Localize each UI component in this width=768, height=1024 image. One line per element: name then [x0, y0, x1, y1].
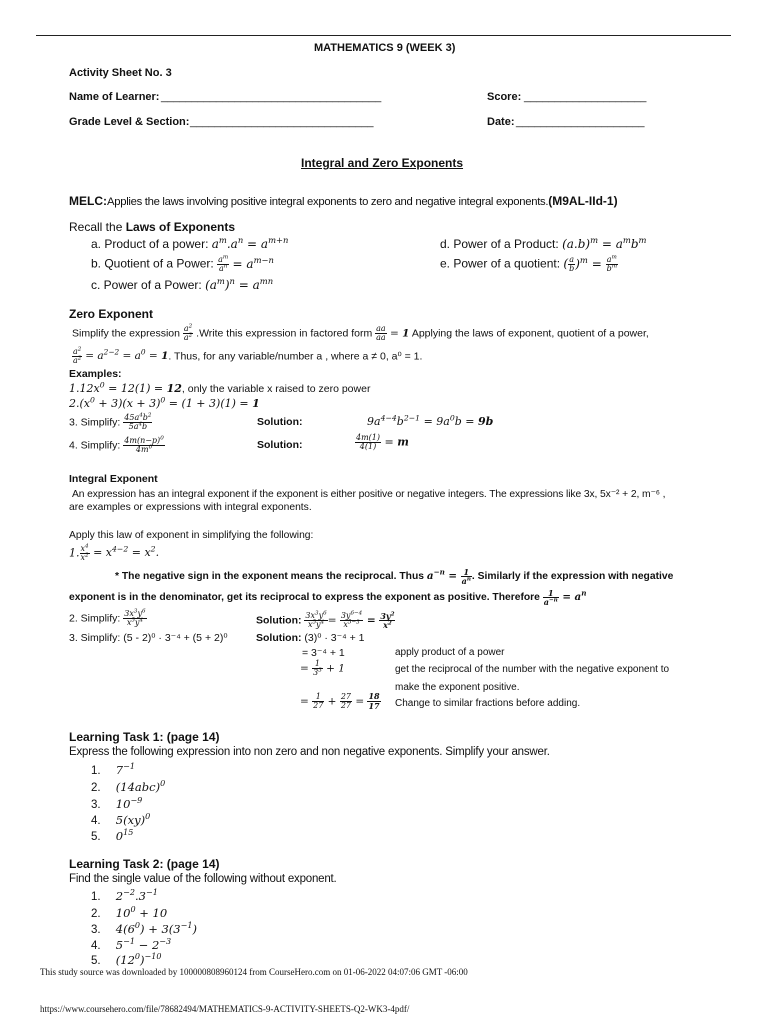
- step1-note: apply product of a power: [395, 647, 505, 658]
- task2-heading: Learning Task 2: (page 14): [69, 857, 220, 871]
- task2-item-2-num: 2.: [91, 908, 101, 920]
- zero-ex4-solution-label: Solution:: [257, 439, 303, 451]
- zero-p1: Simplify the expression $\frac{a^2}{a^2}$ .Write this expression in factored form $\frac{aa}{aa}$ = 1 Applying the laws of exponent, quotient of a power,: [72, 323, 649, 342]
- zero-p2-text: . Thus, for any variable/number a , where a ≠ 0, a⁰ = 1.: [168, 350, 423, 363]
- date-field[interactable]: _____________________: [516, 116, 645, 128]
- task2-item-2: 2. $10^0 + 10$: [91, 905, 168, 920]
- integral-example-1: 1. $\frac{x^4}{x^2}$ = $x^{4-2} = x^2$.: [69, 543, 160, 562]
- zero-p1a: Simplify the expression: [72, 327, 180, 340]
- law-c: c. Power of a Power: $(a^m)^n = a^{mn}$: [91, 276, 274, 292]
- zero-p1b: .Write this expression in factored form: [196, 327, 373, 340]
- melc-line: [69, 194, 618, 208]
- int-ex3-expr: (5 - 2)⁰ · 3⁻⁴ + (5 + 2)⁰: [123, 632, 228, 644]
- integral-p1: An expression has an integral exponent if the exponent is either positive or negative integers. The expressions like 3x, 5x⁻² + 2, m⁻⁶ ,: [72, 489, 666, 500]
- recall-line: [69, 220, 235, 234]
- melc-code: (M9AL-IId-1): [548, 194, 618, 208]
- task2-item-3: 3. $4(6^0) + 3(3^{-1})$: [91, 921, 197, 936]
- sheet-title: MATHEMATICS 9 (WEEK 3): [314, 42, 456, 54]
- task1-item-4-num: 4.: [91, 815, 101, 827]
- task1-item-1-num: 1.: [91, 765, 101, 777]
- date-label: Date:: [487, 116, 515, 128]
- recall-prefix: Recall the: [69, 220, 126, 234]
- int-ex2-label: 2. Simplify:: [69, 612, 121, 625]
- task1-item-2: 2. $(14abc)^0$: [91, 779, 166, 794]
- integral-example-2: 2. Simplify: $\frac{3x^3y^6}{x^5y^4}$: [69, 608, 146, 627]
- task2-item-4-num: 4.: [91, 940, 101, 952]
- zero-p1c: Applying the laws of exponent, quotient of a power,: [411, 327, 649, 340]
- step3-note: Change to similar fractions before adding.: [395, 698, 581, 709]
- source-url[interactable]: https://www.coursehero.com/file/78682494/MATHEMATICS-9-ACTIVITY-SHEETS-Q2-WK3-4pdf/: [40, 1004, 410, 1014]
- zero-example-4: 4. Simplify: $\frac{4m(n-p)^0}{4m^0}$: [69, 435, 164, 454]
- task1-item-4: 4. 5(xy)$^0$: [91, 812, 151, 827]
- zero-example-1: $1.12x^0 = 12(1) = 12$, only the variable x raised to zero power: [69, 380, 371, 395]
- task2-item-1: 1. $2^{-2}.3^{-1}$: [91, 888, 158, 903]
- task2-item-4: 4. $5^{-1} - 2^{-3}$: [91, 937, 172, 952]
- top-rule: [36, 35, 731, 36]
- law-a-label: a. Product of a power:: [91, 237, 209, 251]
- integral-example-3: [69, 632, 228, 644]
- law-e: e. Power of a quotient: ( $\frac{a}{b}$ )$^m$ = $\frac{a^m}{b^m}$: [440, 254, 617, 273]
- task1-item-5-num: 5.: [91, 831, 101, 843]
- integral-p2: are examples or expressions with integral exponents.: [69, 502, 312, 513]
- zero-ex1-note: , only the variable x raised to zero power: [181, 383, 371, 395]
- zero-p2: $\frac{a^2}{a^2}$ = $a^{2-2} = a^0 = 1$. Thus, for any variable/number a , where a ≠ 0, a⁰ = 1.: [73, 346, 423, 365]
- int-ex2-solution: Solution: $\frac{3x^3y^6}{x^5y^4}$ = $\frac{3y^{6-4}}{x^{5-3}}$ = $\frac{3y^2}{x^2}$: [256, 610, 395, 630]
- step2-note: get the reciprocal of the number with the negative exponent to: [395, 664, 670, 675]
- task1-heading: Learning Task 1: (page 14): [69, 730, 220, 744]
- task2-instruction: Find the single value of the following without exponent.: [69, 873, 337, 885]
- task1-instruction: Express the following expression into non zero and non negative exponents. Simplify your answer.: [69, 746, 550, 758]
- step1: = 3⁻⁴ + 1: [302, 647, 345, 659]
- download-note: This study source was downloaded by 100000808960124 from CourseHero.com on 01-06-2022 04:07:06 GMT -06:00: [40, 967, 468, 977]
- zero-ex4-label: 4. Simplify:: [69, 439, 121, 452]
- negative-note-line2: exponent is in the denominator, get its reciprocal to express the exponent as positive. Therefore $\frac{1}{a^{-n}}$ = $a^n$: [69, 588, 587, 607]
- zero-ex4-solution: $\frac{4m(1)}{4(1)}$ = m: [356, 433, 409, 451]
- examples-label: Examples:: [69, 368, 122, 380]
- grade-label: Grade Level & Section:: [69, 116, 190, 128]
- score-label: Score:: [487, 91, 522, 103]
- task1-item-5: 5. $0^{15}$: [91, 828, 134, 843]
- note3: exponent is in the denominator, get its reciprocal to express the exponent as positive. Therefore: [69, 592, 540, 604]
- law-e-label: e. Power of a quotient:: [440, 256, 561, 271]
- law-b: b. Quotient of a Power: $\frac{a^m}{a^n}$ = $a^{m-n}$: [91, 254, 274, 273]
- int-ex3-sol-first: (3)⁰ · 3⁻⁴ + 1: [304, 632, 365, 644]
- law-d-label: d. Power of a Product:: [440, 237, 559, 251]
- zero-ex3-label: 3. Simplify:: [69, 416, 121, 429]
- int-ex3-solution: [256, 632, 365, 644]
- negative-note-line1: * The negative sign in the exponent means the reciprocal. Thus $a^{-n}$ = $\frac{1}{a^n}$ . Similarly if the expression with negative: [115, 567, 674, 586]
- integral-exponent-heading: Integral Exponent: [69, 473, 158, 485]
- step2-note2: make the exponent positive.: [395, 682, 520, 693]
- melc-text: Applies the laws involving positive integral exponents to zero and negative integral exponents.: [107, 196, 549, 208]
- melc-label: MELC:: [69, 194, 107, 208]
- law-c-label: c. Power of a Power:: [91, 278, 202, 292]
- zero-example-2: $2.(x^0 + 3)(x + 3)^0 = (1 + 3)(1) = 1$: [69, 395, 260, 410]
- name-field[interactable]: ____________________________________: [161, 91, 382, 103]
- step2: = $\frac{1}{3^3}$ + 1: [300, 659, 345, 677]
- note2: . Similarly if the expression with negative: [471, 571, 674, 583]
- task2-item-5-num: 5.: [91, 955, 101, 967]
- law-a: a. Product of a power: $a^m.a^n = a^{m+n}$: [91, 235, 289, 251]
- recall-bold: Laws of Exponents: [125, 220, 236, 234]
- zero-exponent-heading: Zero Exponent: [69, 307, 154, 321]
- activity-sheet-label: Activity Sheet No. 3: [69, 67, 172, 79]
- grade-field[interactable]: ______________________________: [190, 116, 374, 128]
- task2-item-5: 5. $(12^0)^{-10}$: [91, 952, 162, 967]
- zero-ex3-solution-label: Solution:: [257, 416, 303, 428]
- int-ex2-sol-label: Solution:: [256, 614, 302, 627]
- task1-item-3: 3. $10^{-9}$: [91, 796, 143, 811]
- integral-apply: Apply this law of exponent in simplifying the following:: [69, 530, 314, 541]
- topic-title: Integral and Zero Exponents: [301, 156, 464, 170]
- zero-ex3-solution: $9a^{4-4}b^{2-1} = 9a^0b = 9b$: [367, 413, 494, 428]
- zero-example-3: 3. Simplify: $\frac{45a^4b^2}{5a^4b}$: [69, 412, 152, 431]
- int-ex3-label: 3. Simplify:: [69, 632, 121, 644]
- task1-item-1: 1. $7^{-1}$: [91, 762, 135, 777]
- law-d: d. Power of a Product: $(a.b)^m = a^mb^m$: [440, 235, 647, 251]
- task1-item-2-num: 2.: [91, 782, 101, 794]
- task1-item-3-num: 3.: [91, 799, 101, 811]
- score-field[interactable]: ____________________: [524, 91, 647, 103]
- step3: = $\frac{1}{27}$ + $\frac{27}{27}$ = $\frac{18}{17}$: [300, 691, 380, 711]
- note1: * The negative sign in the exponent means the reciprocal. Thus: [115, 571, 424, 583]
- int-ex3-sol-label: Solution:: [256, 632, 302, 644]
- law-b-label: b. Quotient of a Power:: [91, 256, 214, 271]
- name-label: Name of Learner:: [69, 91, 160, 103]
- task2-item-1-num: 1.: [91, 891, 101, 903]
- task2-item-3-num: 3.: [91, 924, 101, 936]
